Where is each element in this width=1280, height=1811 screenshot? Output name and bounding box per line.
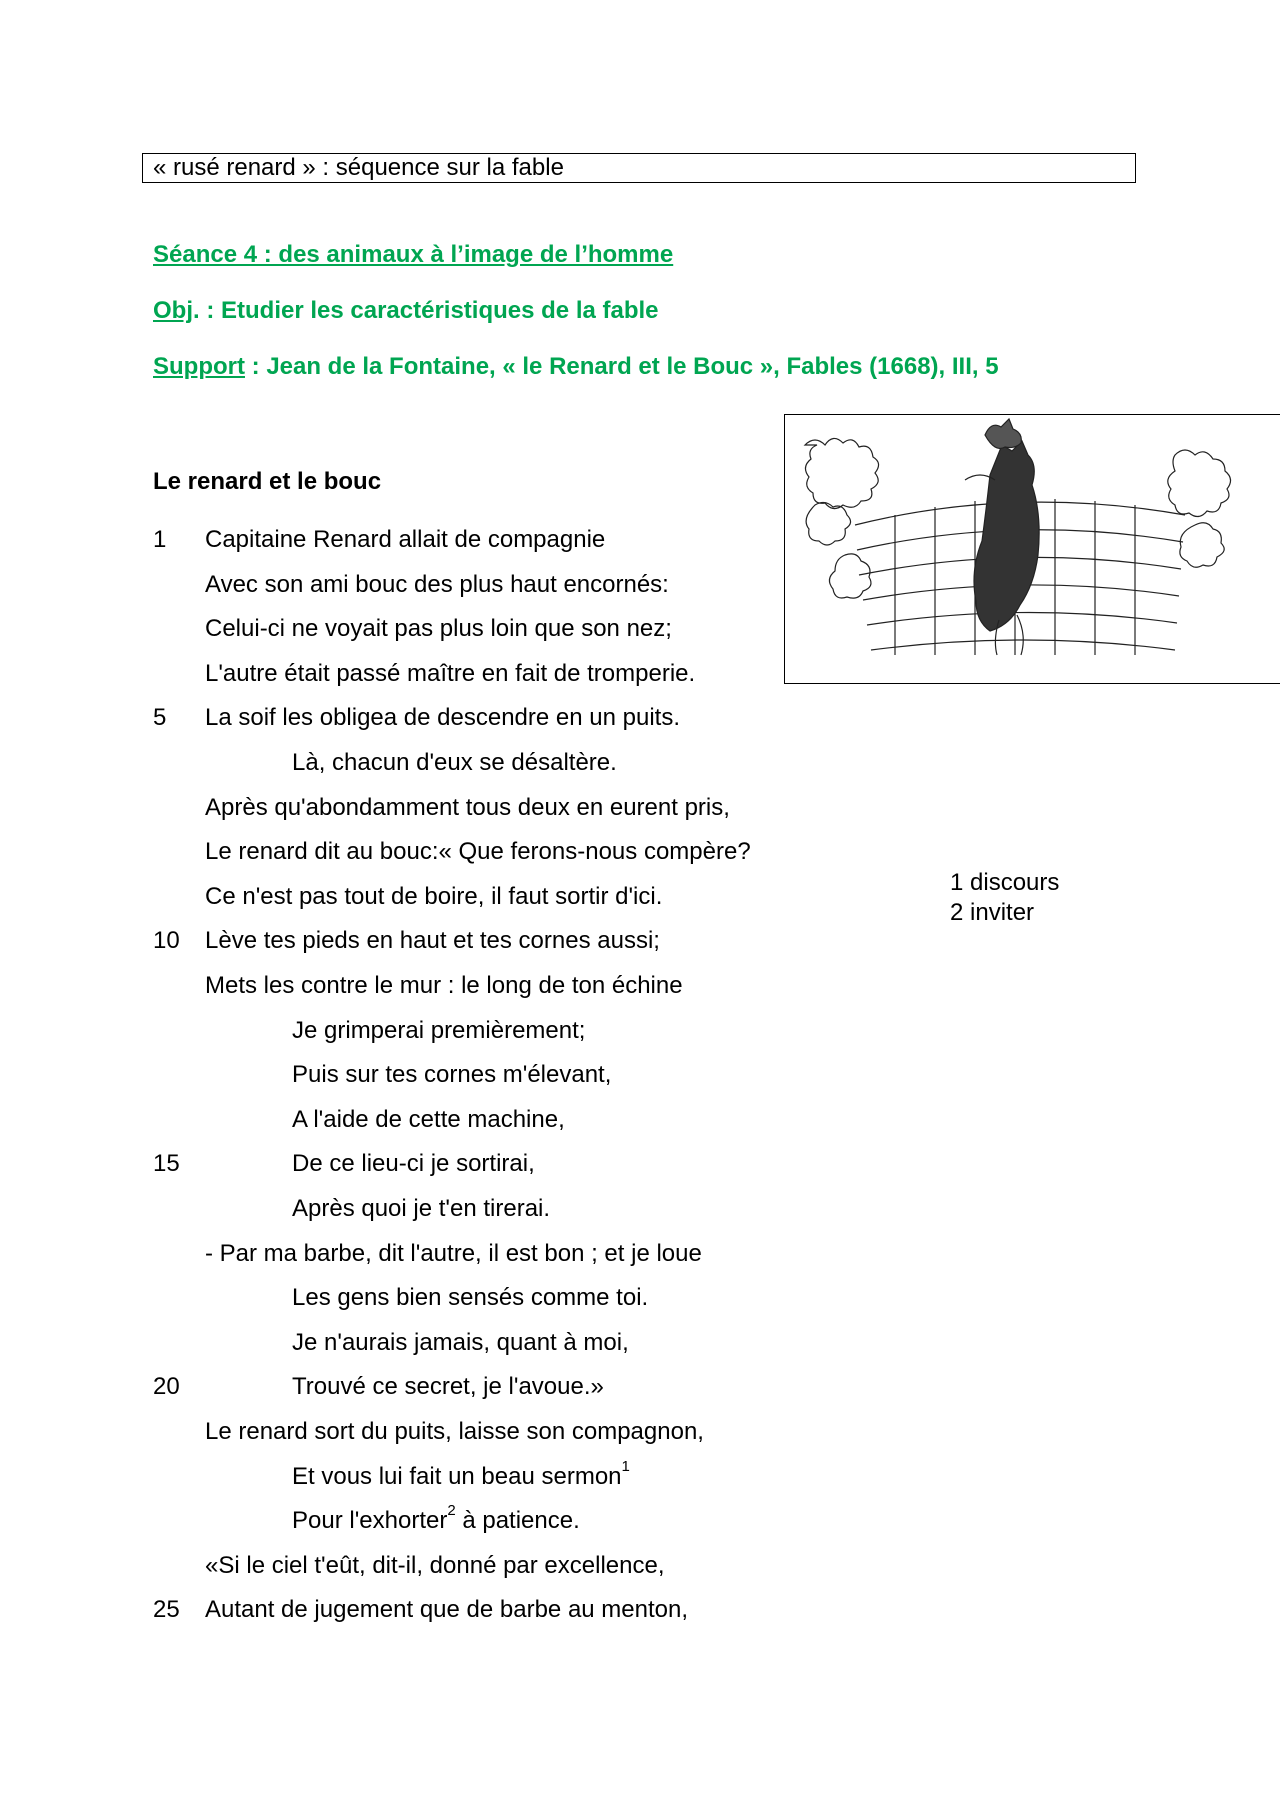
line-text-main: Celui-ci ne voyait pas plus loin que son nez; [205, 615, 672, 642]
line-text [205, 1551, 665, 1581]
line-text-main: Trouvé ce secret, je l'avoue.» [292, 1373, 604, 1400]
line-text-main: L'autre était passé maître en fait de tromperie. [205, 660, 696, 687]
line-text-main: A l'aide de cette machine, [292, 1106, 565, 1133]
obj-label: Obj [153, 297, 193, 324]
line-text [205, 793, 730, 823]
line-text-main: Avec son ami bouc des plus haut encornés: [205, 571, 669, 598]
footnote-1: 1 discours [950, 869, 1060, 896]
line-number: 25 [153, 1596, 180, 1623]
support-text: : Jean de la Fontaine, « le Renard et le Bouc », Fables (1668), III, 5 [244, 353, 999, 380]
line-text [292, 748, 617, 778]
line-text-main: Puis sur tes cornes m'élevant, [292, 1061, 612, 1088]
line-text [292, 1283, 648, 1313]
line-text [292, 1194, 550, 1224]
line-text-main: Le renard dit au bouc:« Que ferons-nous compère? [205, 838, 751, 865]
line-text [205, 1239, 702, 1269]
line-text-main: Après qu'abondamment tous deux en eurent pris, [205, 794, 730, 821]
line-text [292, 1502, 580, 1536]
line-number: 1 [153, 526, 167, 553]
line-text-main: Les gens bien sensés comme toi. [292, 1284, 649, 1311]
line-text-main: Là, chacun d'eux se désaltère. [292, 749, 617, 776]
line-text-main: «Si le ciel t'eût, dit-il, donné par excellence, [205, 1552, 665, 1579]
line-text [292, 1105, 565, 1135]
line-text [205, 926, 660, 956]
line-number: 10 [153, 927, 180, 954]
line-text-main: Lève tes pieds en haut et tes cornes aussi; [205, 927, 660, 954]
line-text [292, 1149, 535, 1179]
line-text [205, 525, 605, 555]
support-label: Support [153, 353, 245, 380]
line-text-main: Et vous lui fait un beau sermon [292, 1463, 622, 1490]
line-text [292, 1372, 604, 1402]
line-text-main: Pour l'exhorter [292, 1507, 448, 1534]
line-text-main: La soif les obligea de descendre en un puits. [205, 704, 680, 731]
line-text-main: - Par ma barbe, dit l'autre, il est bon ; et je loue [205, 1240, 702, 1267]
footnote-ref: 2 [447, 1502, 456, 1519]
illustration-drawing [785, 415, 1280, 684]
line-text-main: Capitaine Renard allait de compagnie [205, 526, 606, 553]
line-text [205, 882, 662, 912]
line-text [205, 1417, 704, 1447]
fox-and-goat-illustration [784, 414, 1280, 684]
sequence-title-box [142, 153, 1136, 183]
footnotes [950, 868, 1059, 928]
line-text-main: Après quoi je t'en tirerai. [292, 1195, 551, 1222]
line-text [205, 659, 695, 689]
line-text-main: Je grimperai premièrement; [292, 1017, 586, 1044]
seance-label: Séance 4 : des animaux à l’image de l’homme [153, 241, 674, 268]
line-text [292, 1016, 585, 1046]
line-text-main: Le renard sort du puits, laisse son compagnon, [205, 1418, 704, 1445]
line-text [205, 971, 683, 1001]
line-text-main: De ce lieu-ci je sortirai, [292, 1150, 535, 1177]
line-text [205, 570, 669, 600]
line-text-main: Ce n'est pas tout de boire, il faut sortir d'ici. [205, 883, 663, 910]
line-text [205, 1595, 688, 1625]
line-text [292, 1458, 630, 1492]
line-text-after: à patience. [455, 1507, 580, 1534]
support-heading [153, 353, 999, 381]
line-number: 15 [153, 1150, 180, 1177]
line-text-main: Autant de jugement que de barbe au menton, [205, 1596, 689, 1623]
line-text [205, 703, 680, 733]
line-text [292, 1060, 611, 1090]
poem-title: Le renard et le bouc [153, 468, 382, 495]
sequence-title: « rusé renard » : séquence sur la fable [153, 154, 564, 181]
obj-text: . : Etudier les caractéristiques de la fable [193, 297, 659, 324]
seance-heading [153, 241, 673, 269]
line-number: 5 [153, 704, 167, 731]
line-text-main: Mets les contre le mur : le long de ton échine [205, 972, 683, 999]
line-text [292, 1328, 629, 1358]
line-text [205, 837, 751, 867]
objective-heading [153, 297, 659, 325]
footnote-ref: 1 [621, 1458, 630, 1475]
line-number: 20 [153, 1373, 180, 1400]
line-text [205, 614, 672, 644]
line-text-main: Je n'aurais jamais, quant à moi, [292, 1329, 629, 1356]
footnote-2: 2 inviter [950, 899, 1035, 926]
